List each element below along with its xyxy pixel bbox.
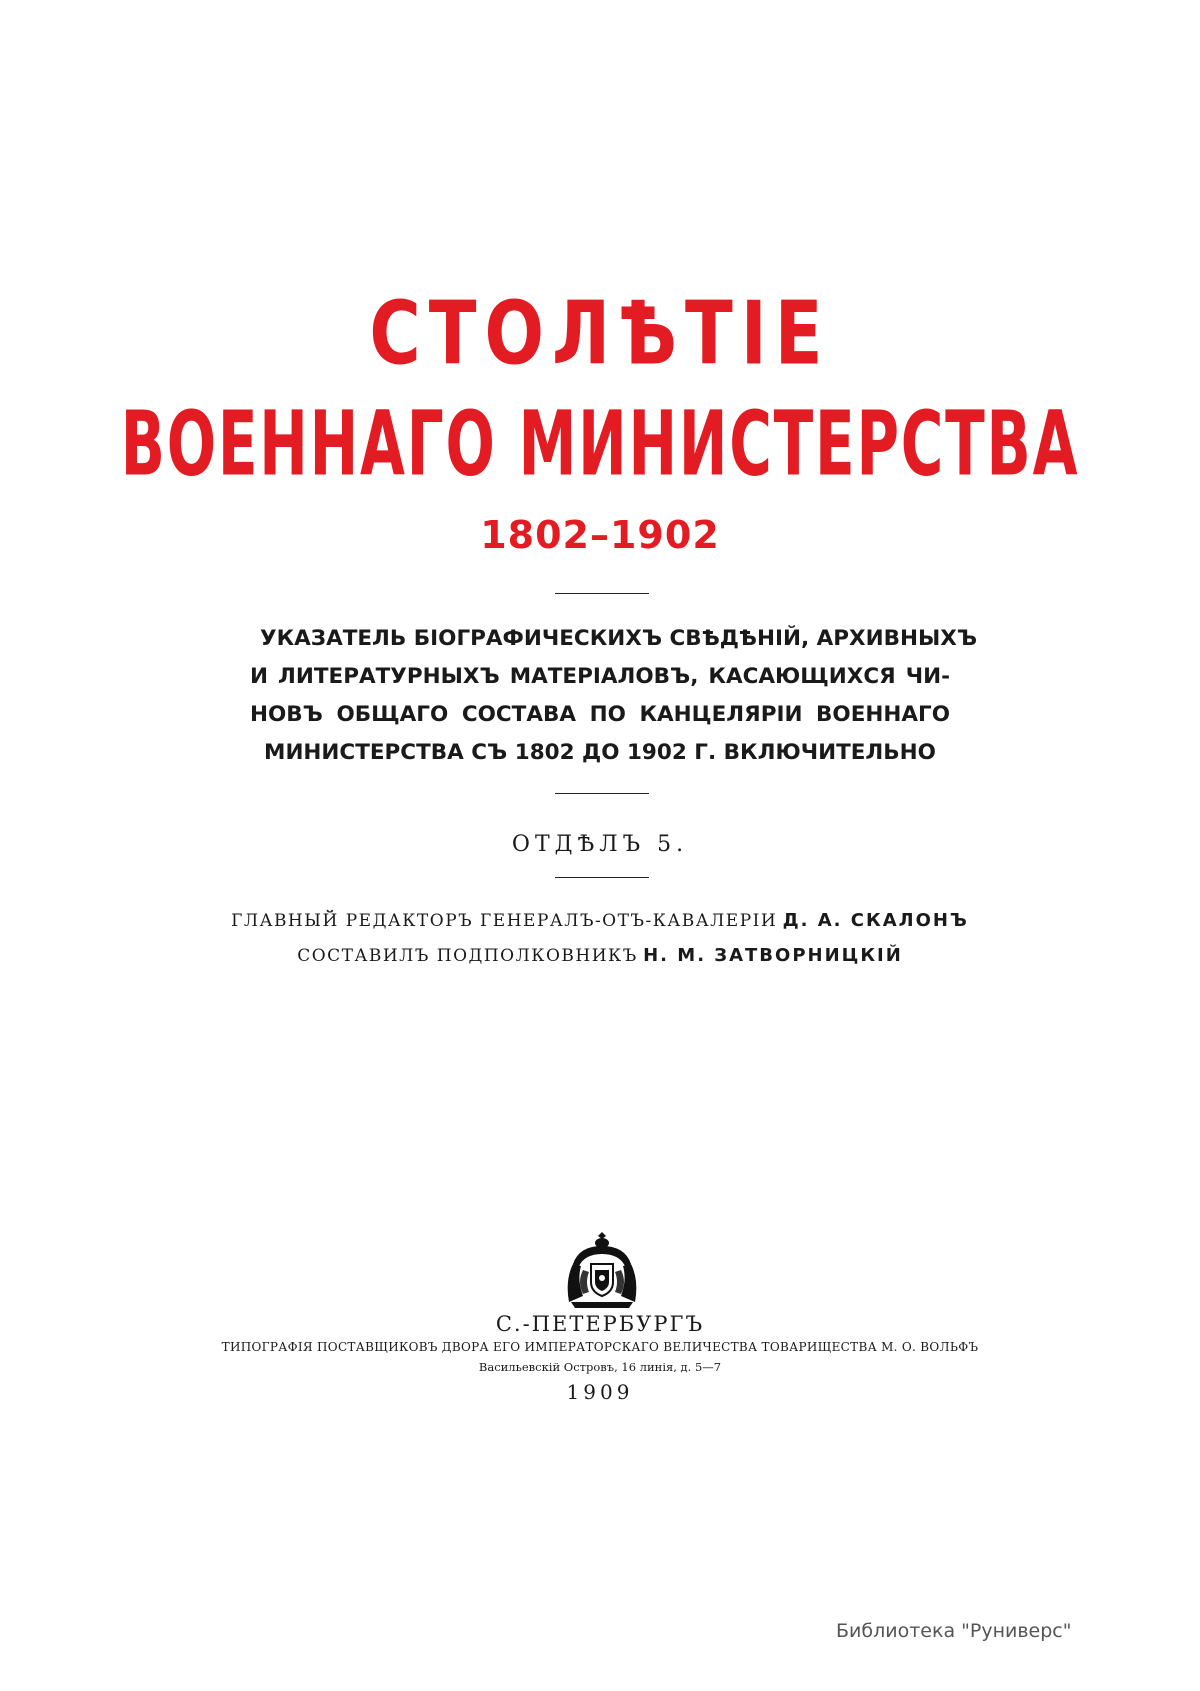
title-years: 1802–1902 <box>480 513 720 557</box>
compiler-role: СОСТАВИЛЪ ПОДПОЛКОВНИКЪ <box>297 946 638 966</box>
printer-name: ТИПОГРАФІЯ ПОСТАВЩИКОВЪ ДВОРА ЕГО ИМПЕРАТОРСКАГО ВЕЛИЧЕСТВА ТОВАРИЩЕСТВА М. О. ВОЛЬФЪ <box>221 1340 979 1354</box>
publication-city: С.-ПЕТЕРБУРГЪ <box>495 1312 705 1336</box>
subtitle-line-1: УКАЗАТЕЛЬ БІОГРАФИЧЕСКИХЪ СВѢДѢНІЙ, АРХИВНЫХЪ <box>260 626 978 651</box>
editor-credit <box>0 910 1200 931</box>
subtitle-line-3: НОВЪ ОБЩАГО СОСТАВА ПО КАНЦЕЛЯРІИ ВОЕННАГО <box>250 702 950 727</box>
imperial-coat-of-arms-icon <box>559 1230 645 1310</box>
editor-name: Д. А. СКАЛОНЪ <box>782 910 969 931</box>
subtitle-line-2: И ЛИТЕРАТУРНЫХЪ МАТЕРІАЛОВЪ, КАСАЮЩИХСЯ ЧИ- <box>250 664 950 689</box>
divider-rule <box>555 593 649 594</box>
title-line-1: СТОЛѢТІЕ <box>369 282 831 385</box>
divider-rule <box>555 877 649 878</box>
compiler-credit <box>0 945 1200 966</box>
section-number: ОТДѢЛЪ 5. <box>511 832 689 857</box>
printer-address: Васильевскій Островъ, 16 линія, д. 5—7 <box>478 1360 722 1374</box>
divider-rule <box>555 793 649 794</box>
title-line-2: ВОЕННАГО МИНИСТЕРСТВА <box>120 392 1080 496</box>
library-watermark: Библиотека "Руниверс" <box>836 1620 1072 1642</box>
compiler-name: Н. М. ЗАТВОРНИЦКІЙ <box>643 945 903 966</box>
publication-year: 1909 <box>566 1380 634 1404</box>
editor-role: ГЛАВНЫЙ РЕДАКТОРЪ ГЕНЕРАЛЪ-ОТЪ-КАВАЛЕРІИ <box>231 911 778 931</box>
subtitle-line-4: МИНИСТЕРСТВА СЪ 1802 ДО 1902 Г. ВКЛЮЧИТЕЛЬНО <box>264 740 936 765</box>
